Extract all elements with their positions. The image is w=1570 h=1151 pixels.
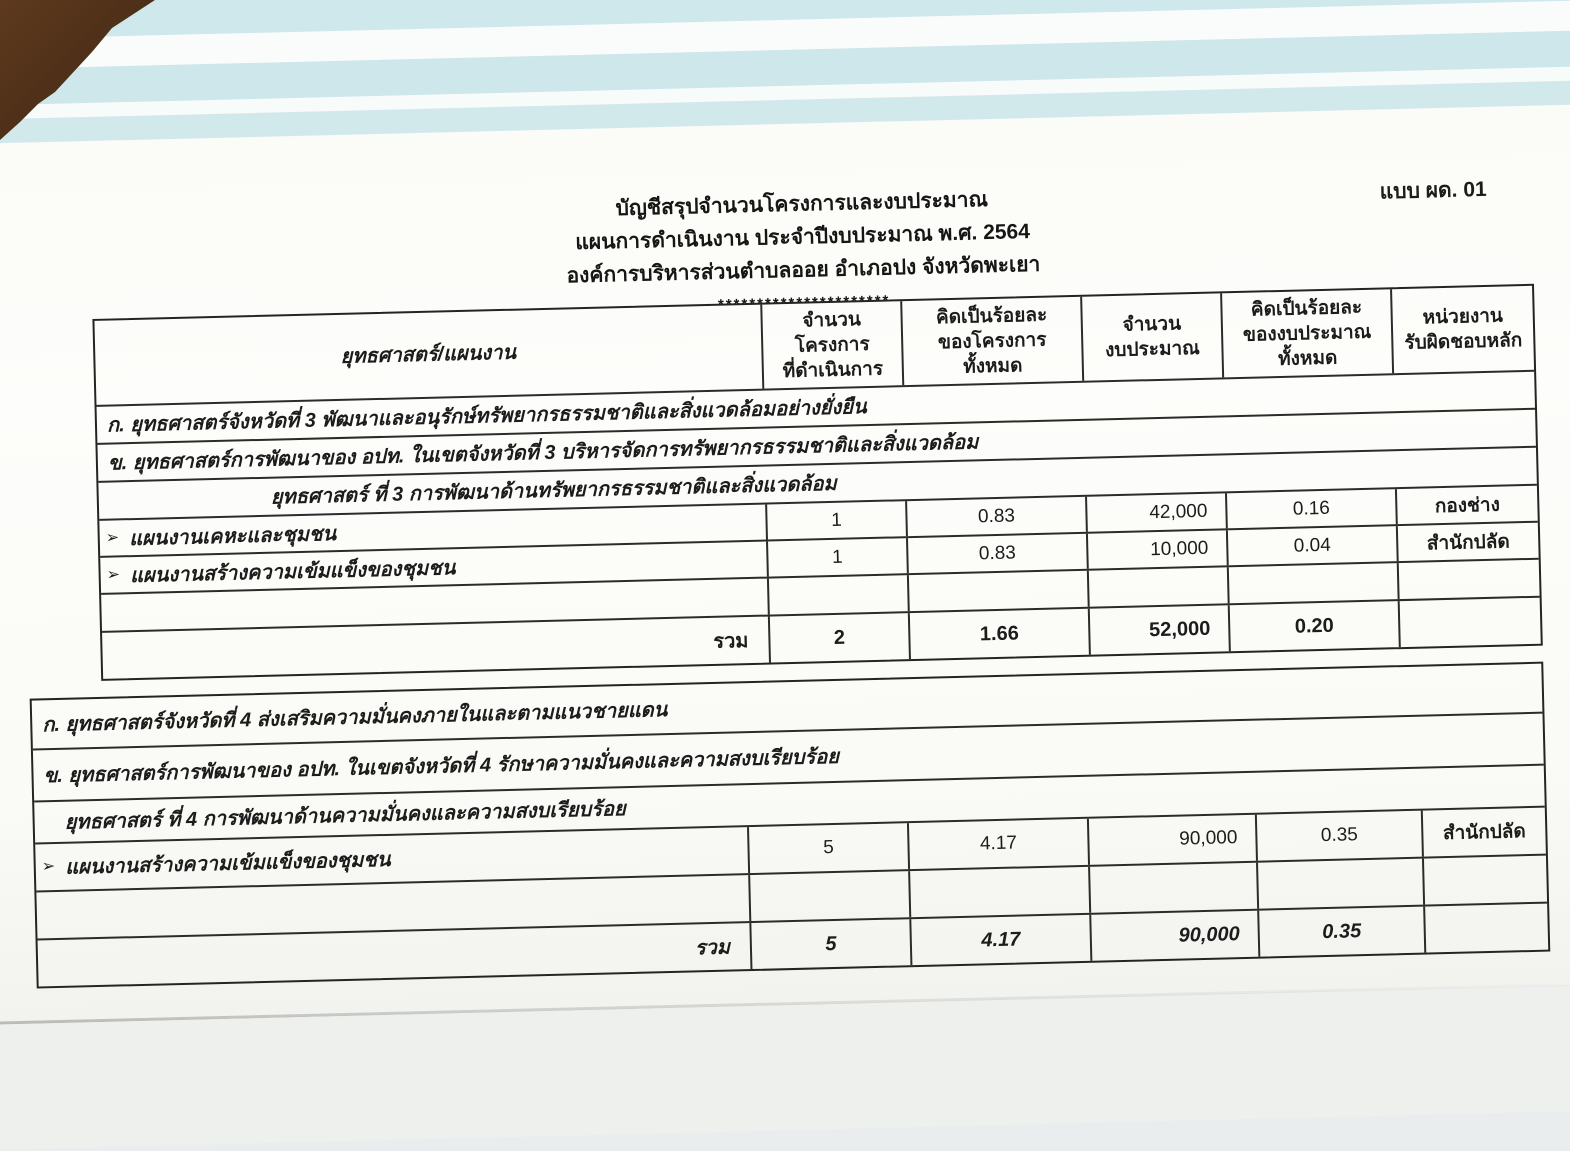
projects-value: 5 — [749, 823, 910, 873]
summary-table-strategy-4 — [30, 662, 1551, 989]
summary-table-strategy-3 — [92, 284, 1542, 681]
total-label: รวม — [38, 923, 753, 986]
total-pct-projects: 4.17 — [911, 915, 1092, 965]
col-header-budget: จำนวน งบประมาณ — [1082, 293, 1224, 380]
total-agency — [1425, 904, 1548, 953]
section-header-b: ข. ยุทธศาสตร์การพัฒนาของ อปท. ในเขตจังหวัดที่ 4 รักษาความมั่นคงและความสงบเรียบร้อย — [43, 745, 840, 788]
section-header-a: ก. ยุทธศาสตร์จังหวัดที่ 3 พัฒนาและอนุรักษ์ทรัพยากรธรรมชาติและสิ่งแวดล้อมอย่างยั่งยืน — [106, 396, 867, 437]
title-divider-stars: ********************** — [717, 292, 891, 314]
section-strategy: ยุทธศาสตร์ ที่ 4 การพัฒนาด้านความมั่นคงและความสงบเรียบร้อย — [64, 798, 626, 834]
pct-projects-value: 0.83 — [908, 534, 1089, 573]
empty-cell — [1424, 856, 1547, 905]
projects-value: 1 — [768, 538, 909, 576]
empty-cell — [750, 871, 911, 921]
title-line-3: องค์การบริหารส่วนตำบลออย อำเภอปง จังหวัดพะเยา — [566, 252, 1041, 288]
empty-cell — [910, 867, 1091, 917]
agency-value: สำนักปลัด — [1426, 530, 1510, 554]
empty-cell — [909, 571, 1090, 611]
pct-projects-value: 4.17 — [909, 819, 1090, 869]
budget-value: 10,000 — [1088, 530, 1229, 568]
empty-cell — [1258, 859, 1425, 909]
empty-cell — [1399, 560, 1540, 599]
col-header-agency: หน่วยงาน รับผิดชอบหลัก — [1404, 305, 1523, 354]
budget-value: 90,000 — [1089, 815, 1258, 865]
title-line-2: แผนการดำเนินงาน ประจำปีงบประมาณ พ.ศ. 2564 — [575, 220, 1031, 255]
total-pct-budget: 0.35 — [1259, 907, 1426, 957]
total-agency — [1400, 598, 1541, 647]
empty-cell — [1090, 863, 1259, 913]
form-code: แบบ ผด. 01 — [1379, 177, 1487, 204]
section-strategy: ยุทธศาสตร์ ที่ 3 การพัฒนาด้านทรัพยากรธรรมชาติและสิ่งแวดล้อม — [270, 472, 837, 509]
total-projects: 2 — [770, 613, 911, 662]
empty-cell — [1089, 567, 1230, 606]
total-pct-budget: 0.20 — [1230, 601, 1401, 651]
plan-label: แผนงานสร้างความเข้มแข็งของชุมชน — [129, 556, 456, 587]
col-header-projects: จำนวนโครงการ ที่ดำเนินการ — [762, 301, 904, 388]
plan-label: แผนงานเคหะและชุมชน — [128, 522, 337, 550]
arrow-bullet-icon: ➢ — [41, 858, 56, 876]
pct-budget-value: 0.04 — [1228, 526, 1399, 565]
arrow-bullet-icon: ➢ — [106, 565, 121, 584]
pct-budget-value: 0.16 — [1227, 489, 1398, 528]
col-header-pct-projects: คิดเป็นร้อยละ ของโครงการทั้งหมด — [902, 297, 1084, 385]
section-header-b: ข. ยุทธศาสตร์การพัฒนาของ อปท. ในเขตจังหวัดที่ 3 บริหารจัดการทรัพยากรธรรมชาติและสิ่งแวดล้อม — [107, 431, 979, 475]
total-budget: 52,000 — [1090, 605, 1231, 654]
col-header-plan: ยุทธศาสตร์/แผนงาน — [94, 305, 764, 405]
agency-value: กองช่าง — [1434, 494, 1501, 517]
empty-cell — [769, 575, 910, 614]
title-line-1: บัญชีสรุปจำนวนโครงการและงบประมาณ — [615, 188, 989, 221]
total-label: รวม — [102, 617, 771, 679]
projects-value: 1 — [767, 501, 908, 539]
total-pct-projects: 1.66 — [910, 609, 1091, 659]
agency-value: สำนักปลัด — [1442, 821, 1527, 845]
section-header-a: ก. ยุทธศาสตร์จังหวัดที่ 4 ส่งเสริมความมั่นคงภายในและตามแนวชายแดน — [42, 699, 668, 737]
plan-label: แผนงานสร้างความเข้มแข็งของชุมชน — [64, 848, 391, 879]
pct-budget-value: 0.35 — [1257, 811, 1424, 861]
budget-value: 42,000 — [1087, 493, 1228, 531]
total-projects: 5 — [751, 919, 912, 969]
total-budget: 90,000 — [1091, 911, 1260, 961]
arrow-bullet-icon: ➢ — [105, 528, 120, 547]
empty-cell — [1229, 563, 1400, 603]
pct-projects-value: 0.83 — [907, 497, 1088, 536]
col-header-pct-budget: คิดเป็นร้อยละ ของงบประมาณ ทั้งหมด — [1222, 289, 1394, 377]
